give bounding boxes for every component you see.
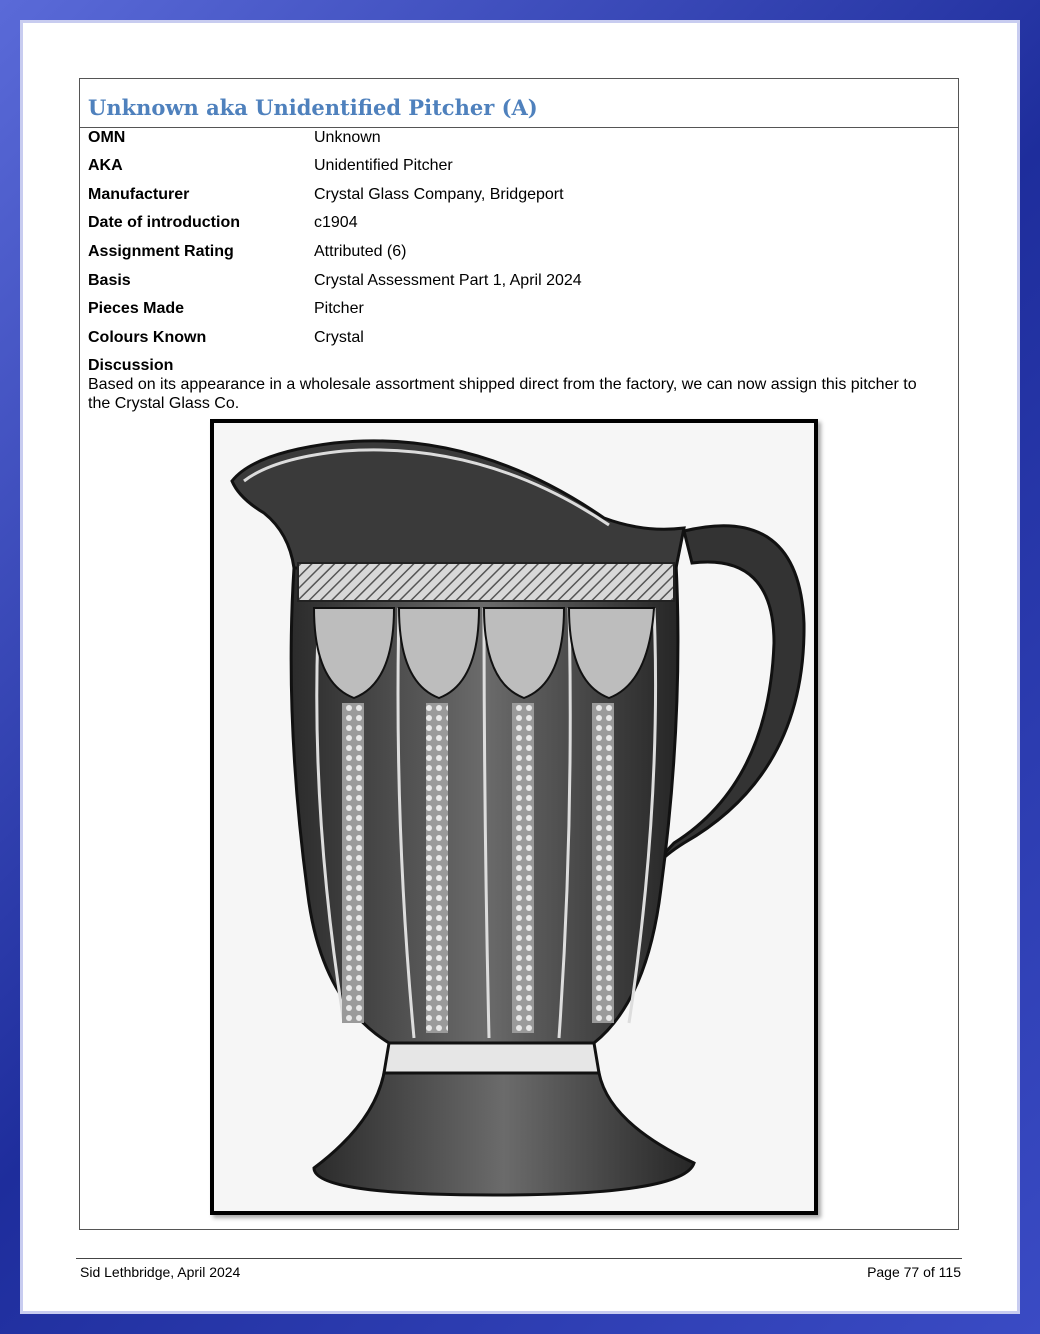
field-label: Date of introduction [88,214,240,231]
footer-divider [76,1258,962,1259]
discussion-heading: Discussion [88,357,174,374]
pitcher-illustration [210,419,818,1215]
field-value: Crystal [314,329,364,346]
field-label: Pieces Made [88,300,185,317]
field-label: OMN [88,129,126,146]
document-page [20,20,1020,1314]
field-value: Crystal Glass Company, Bridgeport [314,186,564,203]
field-value: c1904 [314,214,358,231]
pitcher-collar [384,1043,599,1073]
discussion-text: Based on its appearance in a wholesale assortment shipped direct from the factory, we can now assign this pitcher to the Crystal Glass Co. [88,376,917,412]
field-label: Colours Known [88,329,207,346]
footer-author: Sid Lethbridge, April 2024 [80,1264,241,1280]
footer-page-number: Page 77 of 115 [867,1264,961,1280]
diamond-band [298,563,674,601]
field-label: Assignment Rating [88,243,234,260]
field-label: AKA [88,157,123,174]
field-label: Basis [88,272,131,289]
field-value: Crystal Assessment Part 1, April 2024 [314,272,582,289]
pitcher-foot [314,1073,694,1195]
page-title: Unknown aka Unidentified Pitcher (A) [88,95,538,120]
field-value: Unknown [314,129,381,146]
field-label: Manufacturer [88,186,190,203]
field-value: Unidentified Pitcher [314,157,453,174]
pitcher-drawing [214,423,814,1211]
title-divider [80,127,958,128]
field-value: Pitcher [314,300,364,317]
field-value: Attributed (6) [314,243,407,260]
pattern-record-box [79,78,959,1230]
